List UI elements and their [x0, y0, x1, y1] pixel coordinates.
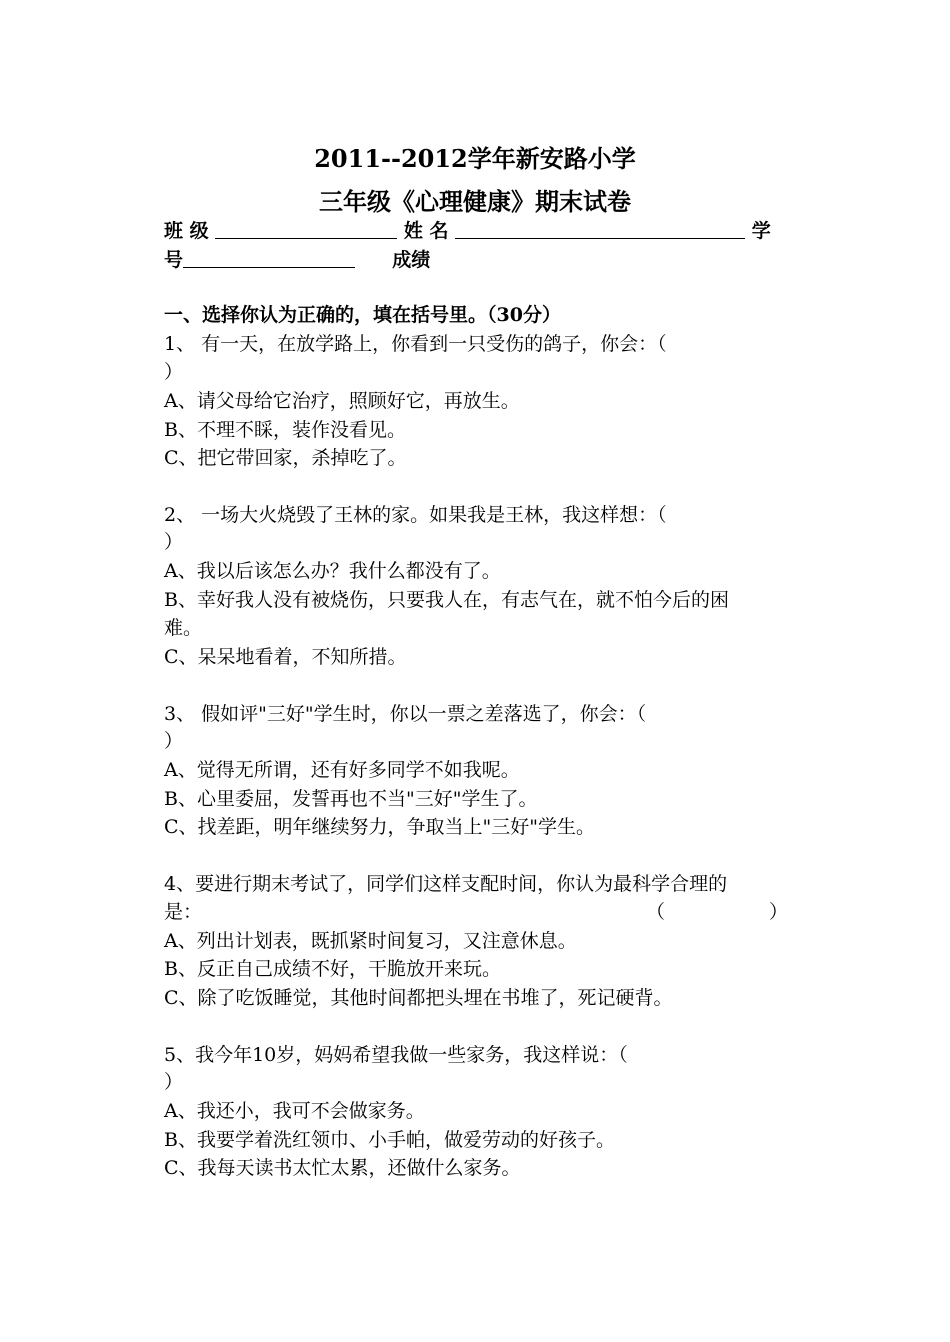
q1-stem: 1、 有一天，在放学路上，你看到一只受伤的鸽子，你会：（ — [164, 333, 667, 355]
q5-option-a: A、我还小，我可不会做家务。 — [164, 1100, 425, 1122]
q2-option-c: C、呆呆地看着，不知所措。 — [164, 646, 407, 668]
q4-stem: 4、要进行期末考试了，同学们这样支配时间，你认为最科学合理的 — [164, 873, 728, 895]
q2-answer-paren: ） — [164, 531, 184, 553]
q5-option-b: B、我要学着洗红领巾、小手帕，做爱劳动的好孩子。 — [164, 1129, 615, 1151]
q3-option-b: B、心里委屈，发誓再也不当"三好"学生了。 — [164, 788, 538, 810]
exam-title-line2: 三年级《心理健康》期末试卷 — [319, 187, 631, 216]
student-info-line2 — [164, 246, 788, 274]
q4-option-a: A、列出计划表，既抓紧时间复习，又注意休息。 — [164, 930, 577, 952]
id-label-part1: 学 — [751, 220, 771, 242]
q5-stem: 5、我今年10岁，妈妈希望我做一些家务，我这样说：（ — [164, 1044, 628, 1066]
q4-stem-cont: 是： — [164, 901, 203, 923]
q5-answer-paren: ） — [164, 1071, 184, 1093]
q4-option-c: C、除了吃饭睡觉，其他时间都把头埋在书堆了，死记硬背。 — [164, 987, 673, 1009]
q4-stem-line2 — [164, 898, 788, 926]
name-blank[interactable] — [455, 218, 745, 239]
class-label: 班 级 — [164, 220, 209, 242]
q4-paren-close: ） — [768, 901, 788, 923]
name-label: 姓 名 — [403, 220, 449, 242]
q2-stem: 2、 一场大火烧毁了王林的家。如果我是王林，我这样想：（ — [164, 504, 667, 526]
score-label: 成绩 — [392, 249, 431, 271]
q2-option-a: A、我以后该怎么办？我什么都没有了。 — [164, 560, 501, 582]
q2-option-b: B、幸好我人没有被烧伤，只要我人在，有志气在，就不怕今后的困 — [164, 589, 729, 611]
q4-paren-open: （ — [646, 901, 666, 923]
student-info-line1 — [164, 217, 788, 245]
q1-option-c: C、把它带回家，杀掉吃了。 — [164, 447, 407, 469]
q1-option-a: A、请父母给它治疗，照顾好它，再放生。 — [164, 390, 520, 412]
q3-option-a: A、觉得无所谓，还有好多同学不如我呢。 — [164, 759, 520, 781]
exam-title-line1: 2011--2012学年新安路小学 — [314, 144, 636, 173]
q3-option-c: C、找差距，明年继续努力，争取当上"三好"学生。 — [164, 816, 596, 838]
q1-answer-paren: ） — [164, 361, 184, 383]
q1-option-b: B、不理不睬，装作没看见。 — [164, 419, 406, 441]
q4-option-b: B、反正自己成绩不好，干脆放开来玩。 — [164, 958, 501, 980]
id-label-part2: 号 — [164, 249, 184, 271]
id-blank[interactable] — [183, 247, 355, 268]
class-blank[interactable] — [215, 218, 397, 239]
q2-option-b-cont: 难。 — [164, 617, 203, 639]
section1-heading: 一、选择你认为正确的，填在括号里。（30分） — [164, 304, 561, 326]
q5-option-c: C、我每天读书太忙太累，还做什么家务。 — [164, 1157, 521, 1179]
q3-stem: 3、 假如评"三好"学生时，你以一票之差落选了，你会：（ — [164, 703, 647, 725]
q3-answer-paren: ） — [164, 730, 184, 752]
